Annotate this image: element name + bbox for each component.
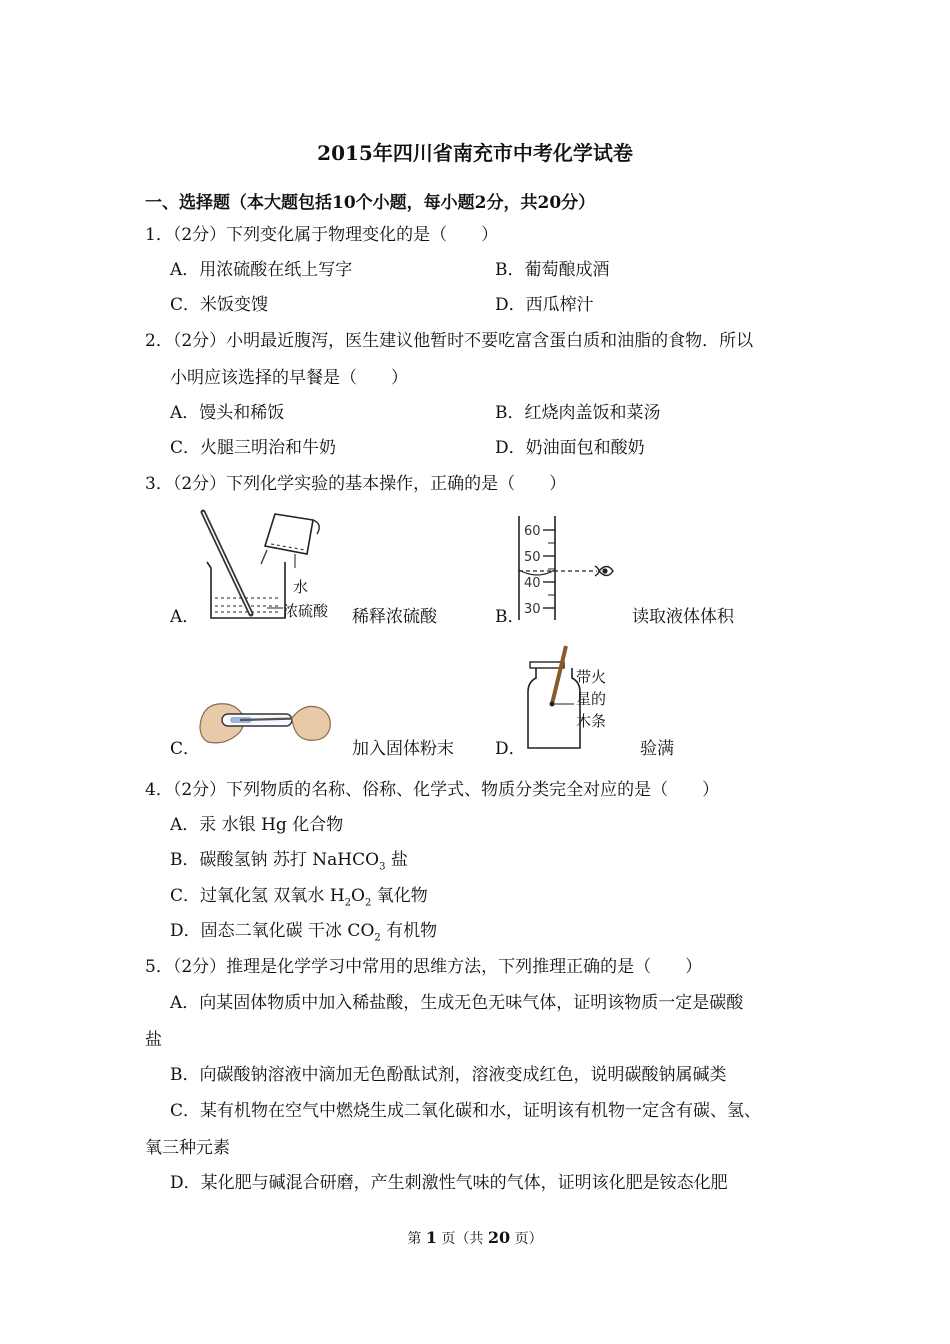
q5-option-a-line1: A．向某固体物质中加入稀盐酸，生成无色无味气体，证明该物质一定是碳酸	[170, 993, 744, 1013]
q4-option-a: A．汞 水银 Hg 化合物	[170, 815, 344, 835]
question-1-stem: 1．（2分）下列变化属于物理变化的是（ ）	[145, 225, 499, 245]
page-number: 1	[425, 1228, 437, 1247]
q1-option-c: C．米饭变馊	[170, 295, 269, 315]
question-3-stem: 3．（2分）下列化学实验的基本操作，正确的是（ ）	[145, 474, 567, 494]
q5-option-b: B．向碳酸钠溶液中滴加无色酚酞试剂，溶液变成红色，说明碳酸钠属碱类	[170, 1065, 727, 1085]
question-2-stem-line1: 2．（2分）小明最近腹泻，医生建议他暂时不要吃富含蛋白质和油脂的食物．所以	[145, 331, 754, 351]
q2-option-c: C．火腿三明治和牛奶	[170, 438, 337, 458]
q3-option-b-text: 读取液体体积	[632, 607, 734, 627]
label-glowing-line2: 星的	[576, 690, 607, 708]
graduated-cylinder-figure	[515, 516, 620, 622]
tick-label-60: 60	[524, 524, 541, 539]
q5-option-a-line2: 盐	[145, 1030, 162, 1050]
q3-option-c-text: 加入固体粉末	[352, 739, 454, 759]
page-title: 2015年四川省南充市中考化学试卷	[317, 141, 633, 165]
question-5-stem: 5．（2分）推理是化学学习中常用的思维方法，下列推理正确的是（ ）	[145, 957, 703, 977]
page-total: 20	[487, 1228, 511, 1247]
add-powder-figure	[196, 696, 336, 748]
question-4-stem: 4．（2分）下列物质的名称、俗称、化学式、物质分类完全对应的是（ ）	[145, 780, 720, 800]
section-heading: 一、选择题（本大题包括10个小题，每小题2分，共20分）	[145, 193, 596, 213]
q2-option-a: A．馒头和稀饭	[170, 403, 285, 423]
label-water: 水	[293, 578, 309, 596]
q4-option-c: C．过氧化氢 双氧水 $H_2O_2$ 氧化物	[170, 886, 428, 909]
question-2-stem-line2: 小明应该选择的早餐是（ ）	[170, 368, 408, 388]
gas-bottle-figure	[522, 644, 622, 750]
q5-option-c-line2: 氧三种元素	[145, 1138, 230, 1158]
q3-option-a-label: A．	[170, 607, 200, 627]
q3-option-d-text: 验满	[640, 739, 674, 759]
q1-option-d: D．西瓜榨汁	[495, 295, 594, 315]
q5-option-c-line1: C．某有机物在空气中燃烧生成二氧化碳和水，证明该有机物一定含有碳、氢、	[170, 1101, 762, 1121]
q3-option-c-label: C．	[170, 739, 201, 759]
label-conc-acid: 浓硫酸	[283, 602, 329, 620]
q3-option-a-text: 稀释浓硫酸	[352, 607, 437, 627]
page-footer: 第 1 页（共 20 页）	[407, 1228, 543, 1247]
label-glowing-line3: 木条	[576, 712, 607, 730]
dilute-acid-figure	[195, 506, 345, 624]
q2-option-b: B．红烧肉盖饭和菜汤	[495, 403, 661, 423]
q3-option-d-label: D．	[495, 739, 526, 759]
tick-label-40: 40	[524, 576, 541, 591]
q5-option-d: D．某化肥与碱混合研磨，产生刺激性气味的气体，证明该化肥是铵态化肥	[170, 1173, 728, 1193]
q4-option-b: B．碳酸氢钠 苏打 NaHCO$_3$ 盐	[170, 850, 408, 873]
tick-label-50: 50	[524, 550, 541, 565]
q2-option-d: D．奶油面包和酸奶	[495, 438, 645, 458]
q4-option-d: D．固态二氧化碳 干冰 $CO_2$ 有机物	[170, 921, 438, 944]
q1-option-a: A．用浓硫酸在纸上写字	[170, 260, 353, 280]
tick-label-30: 30	[524, 602, 541, 617]
label-glowing-line1: 带火	[576, 668, 607, 686]
q3-option-b-label: B．	[495, 607, 525, 627]
q1-option-b: B．葡萄酿成酒	[495, 260, 610, 280]
